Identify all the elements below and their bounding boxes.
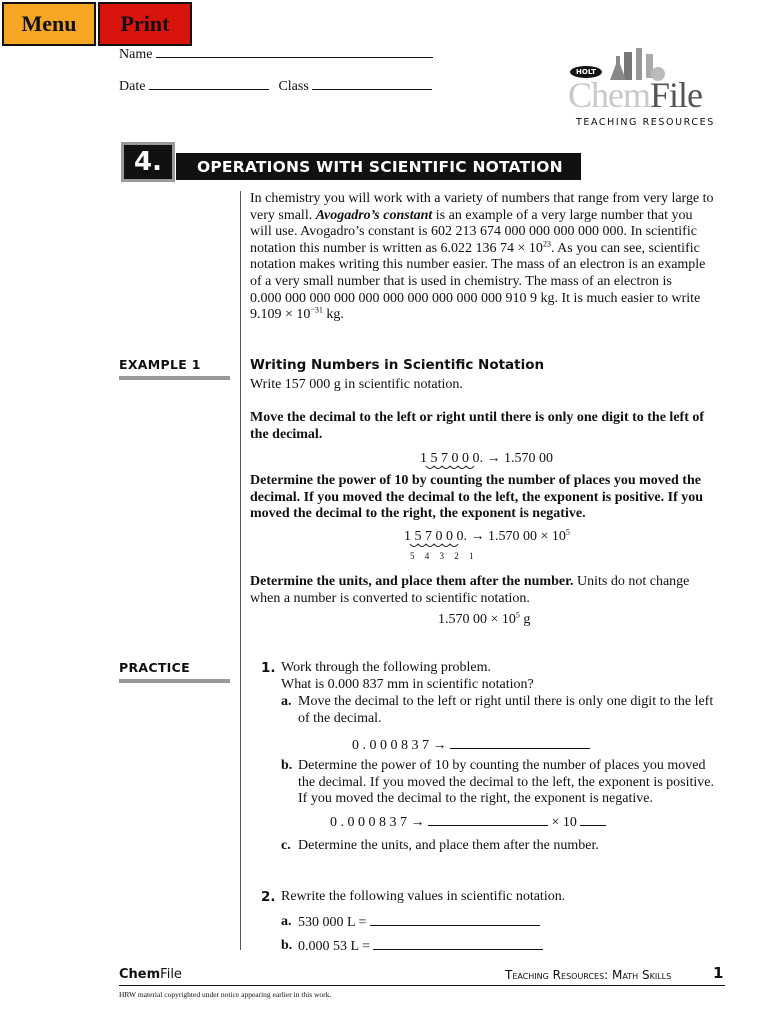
question-1-number: 1. xyxy=(261,660,276,676)
part-a-label: a. xyxy=(281,694,292,709)
intro-line xyxy=(250,208,725,225)
step-line: decimal. If you moved the decimal to the left, the exponent is positive. If you xyxy=(250,489,704,505)
example-label-bar xyxy=(119,376,230,380)
logo-chem: Chem xyxy=(568,75,650,115)
intro-line: notation makes writing this number easier. The mass of an electron is an example xyxy=(250,257,706,273)
intro-text: . As you can see, scientific xyxy=(550,240,700,256)
step2-text xyxy=(250,473,725,523)
q2-part-a xyxy=(298,914,540,932)
q2-part-a-label: a. xyxy=(281,914,292,929)
name-field xyxy=(119,46,433,63)
exponent: 23 xyxy=(542,239,551,249)
part-b-times: × 10 xyxy=(551,815,577,830)
question-2-number: 2. xyxy=(261,889,276,905)
part-a-expr: 0 . 0 0 0 8 3 7 → xyxy=(352,738,447,753)
part-a-answer-line[interactable] xyxy=(450,737,590,749)
part-c-text: Determine the units, and place them after the number. xyxy=(298,838,599,853)
part-b-label: b. xyxy=(281,758,293,773)
intro-text: 9.109 × 10 xyxy=(250,307,311,323)
part-b-text xyxy=(298,758,728,808)
step-line xyxy=(250,574,725,591)
exponent: −31 xyxy=(310,305,323,315)
example-prompt: Write 157 000 g in scientific notation. xyxy=(250,377,463,392)
example-result xyxy=(438,612,530,629)
exponent: 5 xyxy=(565,527,570,537)
step-line: Determine the power of 10 by counting the number of places you moved the xyxy=(250,473,701,488)
page-number: 1 xyxy=(713,964,724,982)
expr-number: 1 5 7 0 0 0. xyxy=(420,451,483,466)
q2a-text: 530 000 L = xyxy=(298,915,367,930)
practice-label-bar xyxy=(119,679,230,683)
step-line: when a number is converted to scientific notation. xyxy=(250,590,530,606)
intro-line xyxy=(250,241,725,258)
expr-number: 1 5 7 0 0 0. xyxy=(404,529,467,544)
step3-rest: Units do not change xyxy=(573,574,690,589)
name-line[interactable] xyxy=(156,46,433,58)
q2b-text: 0.000 53 L = xyxy=(298,939,370,954)
avogadro-term: Avogadro’s constant xyxy=(315,207,433,223)
part-line: of the decimal. xyxy=(298,710,382,726)
section-title: OPERATIONS WITH SCIENTIFIC NOTATION xyxy=(176,153,581,180)
step-line: the decimal. xyxy=(250,426,323,442)
part-line: Move the decimal to the left or right until there is only one digit to the left xyxy=(298,694,714,709)
part-b-expression xyxy=(330,814,606,832)
expr-result: → 1.570 00 xyxy=(483,451,553,466)
part-c-label: c. xyxy=(281,838,291,853)
class-line[interactable] xyxy=(312,78,432,90)
class-label: Class xyxy=(278,79,309,94)
footer-chem: Chem xyxy=(119,967,161,982)
date-line[interactable] xyxy=(149,78,269,90)
q2a-answer-line[interactable] xyxy=(370,914,540,926)
part-b-exponent-line[interactable] xyxy=(580,814,606,826)
column-divider xyxy=(240,191,241,950)
part-line: the decimal. If you moved the decimal to the left, the exponent is positive. xyxy=(298,774,714,790)
example-title: Writing Numbers in Scientific Notation xyxy=(250,357,545,373)
intro-paragraph xyxy=(250,191,725,324)
logo-file: File xyxy=(650,75,703,115)
question-1-text xyxy=(281,660,534,693)
date-class-field xyxy=(119,78,432,95)
expr-result: → 1.570 00 × 10 xyxy=(467,529,566,544)
intro-line: will use. Avogadro’s constant is 602 213 674 000 000 000 000 000. In scientific xyxy=(250,224,697,240)
example-label: EXAMPLE 1 xyxy=(119,357,201,372)
logo-tagline: TEACHING RESOURCES xyxy=(576,117,715,128)
print-button[interactable]: Print xyxy=(98,2,192,46)
section-number: 4. xyxy=(121,142,175,182)
step-line: moved the decimal to the right, the exponent is negative. xyxy=(250,506,586,522)
step-line: Move the decimal to the left or right until there is only one digit to the left of xyxy=(250,410,705,425)
part-a-text xyxy=(298,694,728,727)
result-unit: g xyxy=(519,612,531,627)
part-a-expression xyxy=(352,737,590,755)
date-label: Date xyxy=(119,79,146,94)
copyright-notice: HRW material copyrighted under notice appearing earlier in this work. xyxy=(119,990,332,999)
name-label: Name xyxy=(119,47,153,62)
step3-text xyxy=(250,574,725,607)
footer-rule xyxy=(119,985,725,986)
intro-line xyxy=(250,307,725,324)
question-line: What is 0.000 837 mm in scientific notation? xyxy=(281,676,534,692)
q2b-answer-line[interactable] xyxy=(373,938,543,950)
intro-text: very small. xyxy=(250,207,316,223)
exponent: 5 xyxy=(515,610,520,620)
question-line: Work through the following problem. xyxy=(281,660,492,675)
footer-resources: Teaching Resources: Math Skills xyxy=(505,968,672,982)
menu-button[interactable]: Menu xyxy=(2,2,96,46)
decimal-move-arrows-icon xyxy=(408,542,468,550)
decimal-move-arrows-icon xyxy=(424,464,484,472)
move-counts: 5 4 3 2 1 xyxy=(410,551,478,561)
part-b-expr: 0 . 0 0 0 8 3 7 → xyxy=(330,815,425,830)
intro-line: In chemistry you will work with a variety of numbers that range from very large to xyxy=(250,191,714,206)
question-2-text: Rewrite the following values in scientific notation. xyxy=(281,889,566,904)
practice-label: PRACTICE xyxy=(119,660,190,675)
q2-part-b xyxy=(298,938,543,956)
part-line: Determine the power of 10 by counting the number of places you moved xyxy=(298,758,706,773)
intro-text: is an example of a very large number that you xyxy=(432,207,693,223)
step1-text xyxy=(250,410,725,443)
part-line: If you moved the decimal to the right, the exponent is negative. xyxy=(298,791,653,807)
holt-badge: HOLT xyxy=(570,66,602,78)
step3-bold: Determine the units, and place them after the number. xyxy=(250,574,574,589)
intro-text: notation this number is written as 6.022 136 74 × 10 xyxy=(250,240,543,256)
chemfile-logo xyxy=(568,74,702,116)
footer-file: File xyxy=(160,967,182,982)
q2-part-b-label: b. xyxy=(281,938,293,953)
result-number: 1.570 00 × 10 xyxy=(438,612,516,627)
part-b-answer-line[interactable] xyxy=(428,814,548,826)
intro-line: 0.000 000 000 000 000 000 000 000 000 000 910 9 kg. It is much easier to write xyxy=(250,290,701,306)
intro-text: kg. xyxy=(322,307,344,323)
intro-line: of a very small number that is used in chemistry. The mass of an electron is xyxy=(250,273,672,289)
footer-brand xyxy=(119,967,182,982)
